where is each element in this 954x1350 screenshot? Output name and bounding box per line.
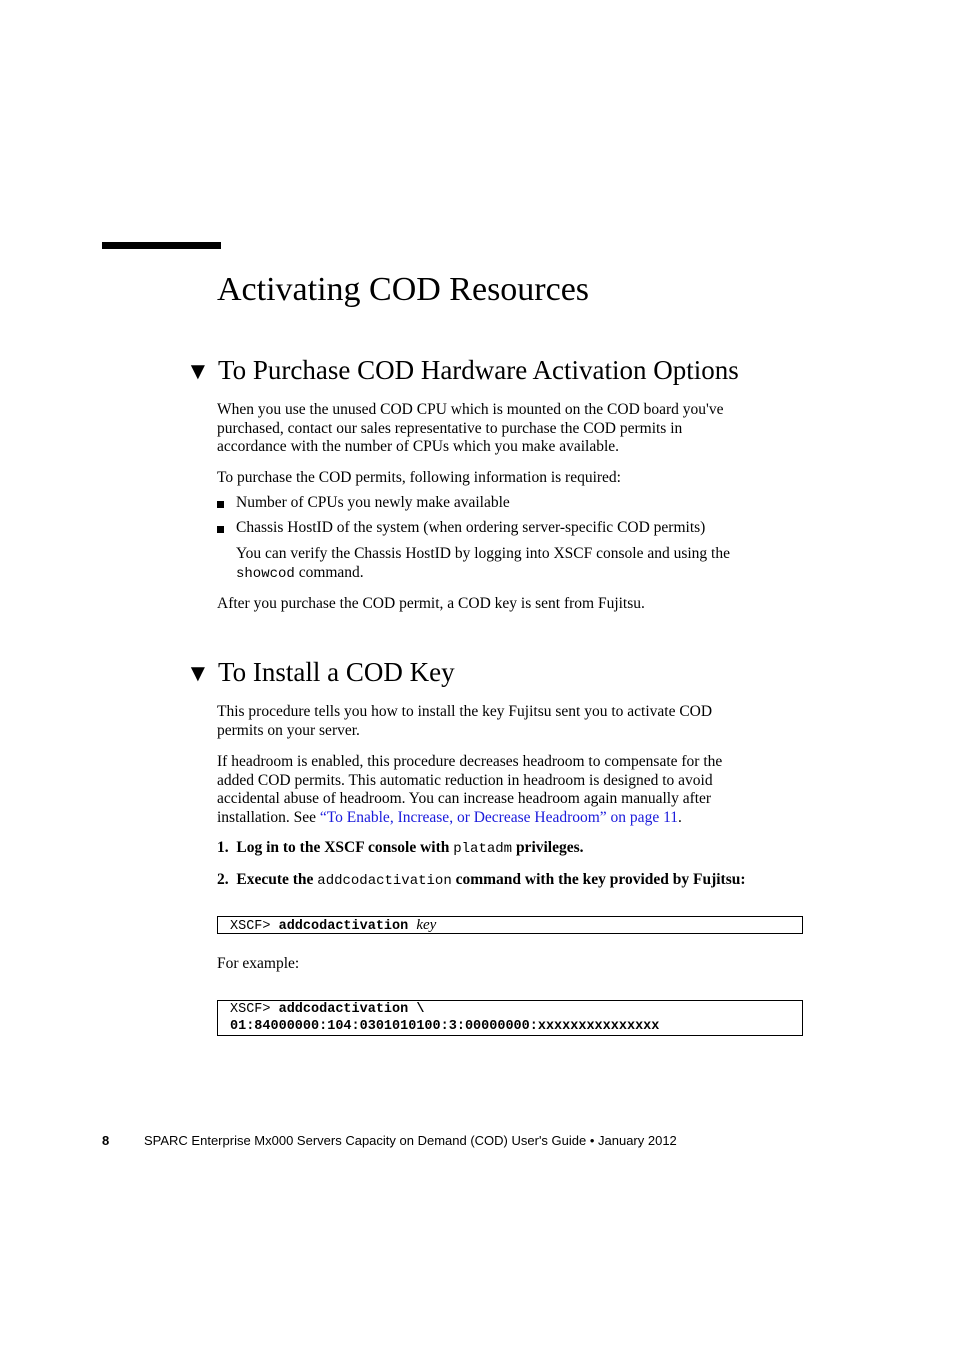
section-heading-install (186, 655, 455, 691)
headroom-link[interactable]: “To Enable, Increase, or Decrease Headroom” on page 11 (319, 808, 678, 826)
page-number: 8 (102, 1133, 110, 1148)
step-2: 2. Execute the addcodactivation command with the key provided by Fujitsu: (217, 871, 746, 889)
section-heading-text: To Install a COD Key (218, 657, 455, 687)
paragraph-example-label: For example: (217, 955, 300, 972)
triangle-down-icon: ▼ (186, 359, 210, 385)
paragraph-purchase-intro: When you use the unused COD CPU which is mounted on the COD board you've purchased, contact our sales representative to purchase the COD permits in accordance with the number of CPUs which you make available. (217, 401, 724, 455)
bullet-square-icon (217, 526, 224, 533)
inline-command: showcod (236, 565, 295, 582)
chapter-rule (102, 242, 221, 249)
inline-command: platadm (453, 841, 513, 857)
step-1: 1. Log in to the XSCF console with platadm privileges. (217, 839, 584, 857)
code-block-syntax: XSCF> addcodactivation key (217, 916, 803, 934)
footer-text: SPARC Enterprise Mx000 Servers Capacity on Demand (COD) User's Guide • January 2012 (144, 1133, 677, 1148)
paragraph-required-info: To purchase the COD permits, following information is required: (217, 469, 621, 486)
bullet-square-icon (217, 501, 224, 508)
chapter-title: Activating COD Resources (217, 271, 590, 308)
code-block-example: XSCF> addcodactivation \ 01:84000000:104:0301010100:3:00000000:xxxxxxxxxxxxxxx (217, 1000, 803, 1036)
triangle-down-icon: ▼ (186, 661, 210, 687)
section-heading-purchase (186, 353, 739, 389)
paragraph-headroom: If headroom is enabled, this procedure decreases headroom to compensate for the added COD permits. This automatic reduction in headroom is designed to avoid accidental abuse of headroom. You can increase headroom again manually after installation. See “To Enable, Increase, or Decrease Headroom” on page 11. (217, 753, 723, 826)
inline-command: addcodactivation (317, 873, 452, 889)
paragraph-hostid-note: You can verify the Chassis HostID by logging into XSCF console and using the showcod command. (236, 545, 730, 582)
page-footer (102, 1132, 677, 1150)
paragraph-after-purchase: After you purchase the COD permit, a COD key is sent from Fujitsu. (217, 595, 645, 612)
section-heading-text: To Purchase COD Hardware Activation Options (218, 355, 739, 385)
paragraph-install-intro: This procedure tells you how to install the key Fujitsu sent you to activate COD permits on your server. (217, 703, 713, 739)
